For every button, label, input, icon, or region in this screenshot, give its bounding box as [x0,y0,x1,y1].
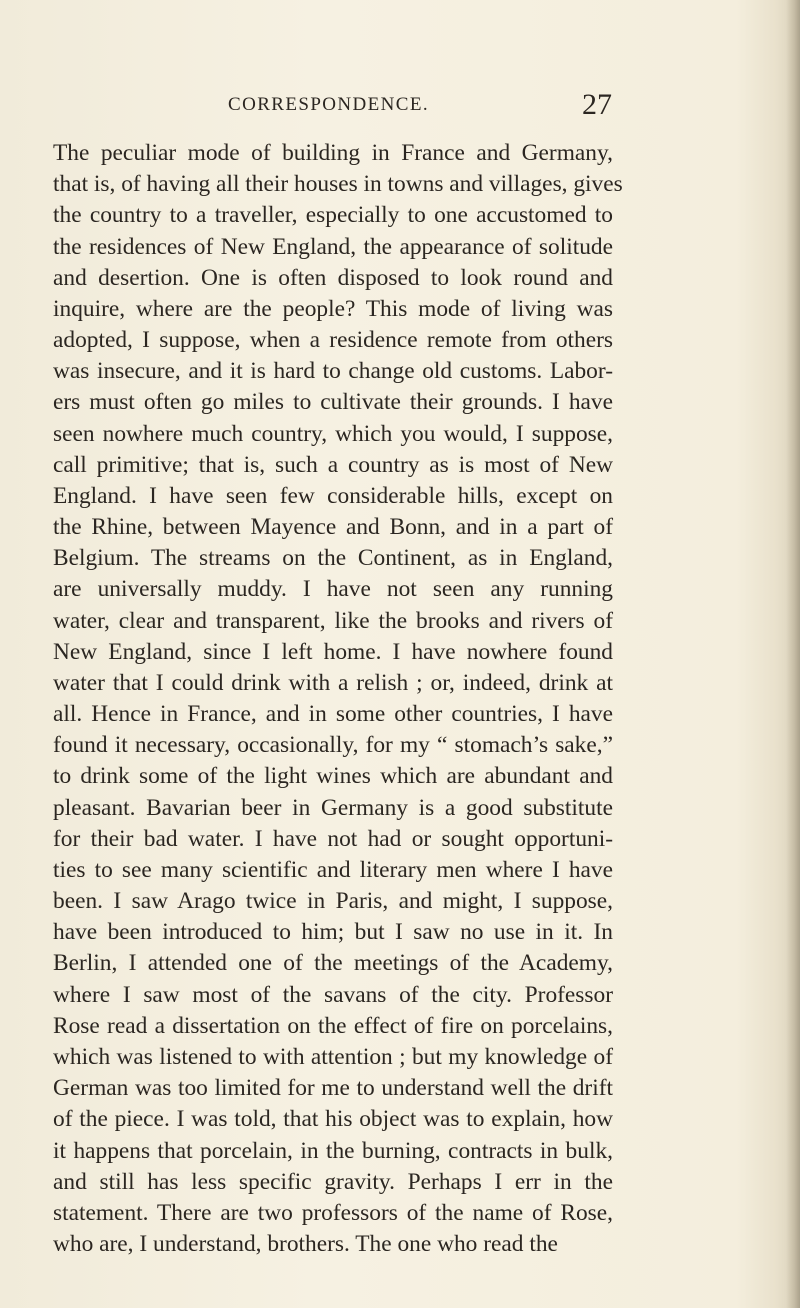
text-line: are universally muddy. I have not seen any running [53,576,613,603]
text-line: the country to a traveller, especially to one accustomed to [53,202,613,229]
text-line: Rose read a dissertation on the effect of fire on porcelains, [53,1012,613,1039]
text-line: have been introduced to him; but I saw no use in it. In [53,919,613,946]
text-line: ties to see many scientific and literary men where I have [53,856,613,883]
text-line: to drink some of the light wines which are abundant and [53,763,613,790]
text-line: inquire, where are the people? This mode of living was [53,295,613,322]
text-line: water, clear and transparent, like the brooks and rivers of [53,607,613,634]
text-line: and still has less specific gravity. Perhaps I err in the [53,1168,613,1195]
text-line: statement. There are two professors of the name of Rose, [53,1199,613,1226]
text-line: The peculiar mode of building in France and Germany, [53,140,613,166]
page-number: 27 [582,88,612,121]
body-paragraph [53,138,623,1260]
text-line: call primitive; that is, such a country as is most of New [53,451,613,478]
text-line: was insecure, and it is hard to change old customs. Labor- [53,358,613,385]
text-line: German was too limited for me to understand well the drift [53,1075,613,1102]
text-line: water that I could drink with a relish ; or, indeed, drink at [53,669,613,696]
text-line: all. Hence in France, and in some other countries, I have [53,701,613,728]
text-line: adopted, I suppose, when a residence remote from others [53,327,613,354]
text-line: ers must often go miles to cultivate their grounds. I have [53,389,613,416]
text-line: who are, I understand, brothers. The one who read the [53,1231,558,1258]
text-line: the residences of New England, the appearance of solitude [53,233,613,260]
text-line: for their bad water. I have not had or sought opportuni- [53,825,613,852]
text-line: seen nowhere much country, which you would, I suppose, [53,420,613,447]
text-line: Berlin, I attended one of the meetings of the Academy, [53,950,613,977]
text-line: and desertion. One is often disposed to look round and [53,264,613,291]
page-header [228,88,612,128]
text-line: found it necessary, occasionally, for my “ stomach’s sake,” [53,732,613,759]
text-line: where I saw most of the savans of the city. Professor [53,981,613,1008]
text-line: New England, since I left home. I have nowhere found [53,638,613,665]
text-line: pleasant. Bavarian beer in Germany is a good substitute [53,794,613,821]
text-line: been. I saw Arago twice in Paris, and might, I suppose, [53,888,613,915]
text-line: that is, of having all their houses in towns and villages, gives [53,171,623,198]
text-line: Belgium. The streams on the Continent, as in England, [53,545,613,572]
text-line: it happens that porcelain, in the burning, contracts in bulk, [53,1137,613,1164]
running-head: CORRESPONDENCE. [228,94,429,115]
text-line: the Rhine, between Mayence and Bonn, and in a part of [53,514,613,541]
page-edge-shadow [786,0,800,1308]
text-line: which was listened to with attention ; but my knowledge of [53,1043,613,1070]
text-line: of the piece. I was told, that his object was to explain, how [53,1106,613,1133]
text-line: England. I have seen few considerable hills, except on [53,482,613,509]
